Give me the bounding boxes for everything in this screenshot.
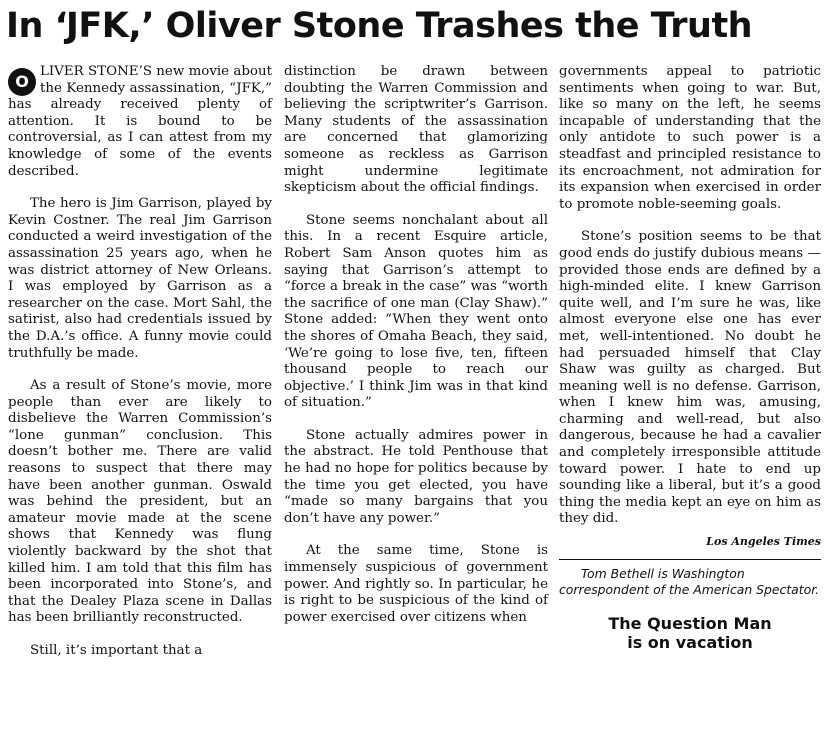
paragraph: Stone’s position seems to be that good ends do justify dubious means — provided those ends are defined by a high-minded elite. I knew Garrison quite well, and I’m sure he was, like almost everyone else one has ever met, well-intentioned. No doubt he had persuaded himself that Clay Shaw was guilty as charged. But meaning well is no defense. Garrison, when I knew him was, amusing, charming and well-read, but also dangerous, because he had a cavalier and completely irresponsible attitude toward power. I hate to end up sounding like a liberal, but it’s a good thing the media kept an eye on him as they did. bbox=[559, 229, 821, 527]
paragraph: Still, it’s important that a bbox=[30, 643, 203, 658]
paragraph: Stone seems nonchalant about all this. In a recent Esquire article, Robert Sam Anson quotes him as saying that Garrison’s attempt to “force a break in the case” was “worth the sacrifice of one man (Clay Shaw).” Stone added: “When they went onto the shores of Omaha Beach, they said, ‘We’re going to lose five, ten, fifteen thousand people to reach our objective.’ I think Jim was in that kind of situation.” bbox=[284, 212, 548, 411]
question-man-status: is on vacation bbox=[627, 632, 753, 652]
paragraph: At the same time, Stone is immensely suspicious of government power. And rightly so. In particular, he is right to be suspicious of the kind of power exercised over citizens when bbox=[284, 543, 548, 625]
paragraph bbox=[8, 64, 272, 180]
question-man-notice bbox=[559, 614, 821, 652]
drop-cap-icon: O bbox=[8, 68, 36, 96]
source-credit: Los Angeles Times bbox=[706, 535, 821, 549]
paragraph: As a result of Stone’s movie, more people than ever are likely to disbelieve the Warren Commission’s “lone gunman” conclusion. This doesn’t bother me. There are valid reasons to suspect that there may have been another gunman. Oswald was behind the president, but an amateur movie made at the scene shows that Kennedy was flung violently backward by the shot that killed him. I am told that this film has been incorporated into Stone’s, and that the Dealey Plaza scene in Dallas has been brilliantly reconstructed. bbox=[8, 378, 272, 626]
article-column-2 bbox=[284, 64, 548, 642]
paragraph: distinction be drawn between doubting the Warren Commission and believing the scriptwriter’s Garrison. Many students of the assassination are concerned that glamorizing someone as reckless as Garrison might undermine legitimate skepticism about the official findings. bbox=[284, 64, 548, 196]
question-man-title: The Question Man bbox=[608, 613, 772, 633]
paragraph: governments appeal to patriotic sentiments when going to war. But, like so many on the left, he seems incapable of understanding that the only antidote to such power is a steadfast and principled resistance to its encroachment, not admiration for its expansion when exercised in order to promote noble-seeming goals. bbox=[559, 64, 821, 212]
paragraph: Stone actually admires power in the abstract. He told Penthouse that he had no hope for politics because by the time you get elected, you have “made so many bargains that you don’t have any power.” bbox=[284, 427, 548, 526]
paragraph: The hero is Jim Garrison, played by Kevin Costner. The real Jim Garrison conducted a weird investigation of the assassination 25 years ago, when he was district attorney of New Orleans. I was employed by Garrison as a researcher on the case. Mort Sahl, the satirist, also had credentials issued by the D.A.’s office. A funny movie could truthfully be made. bbox=[8, 196, 272, 361]
author-tagline: Tom Bethell is Washington correspondent of the American Spectator. bbox=[559, 565, 820, 597]
article-column-1 bbox=[8, 64, 272, 676]
divider bbox=[559, 559, 821, 560]
paragraph-text: LIVER STONE’S new movie about the Kennedy assassination, “JFK,” has already received plenty of attention. It is bound to be controversial, as I can attest from my knowledge of some of the events described. bbox=[8, 64, 272, 179]
headline: In ‘JFK,’ Oliver Stone Trashes the Truth bbox=[6, 6, 753, 46]
article-column-3 bbox=[559, 64, 821, 652]
